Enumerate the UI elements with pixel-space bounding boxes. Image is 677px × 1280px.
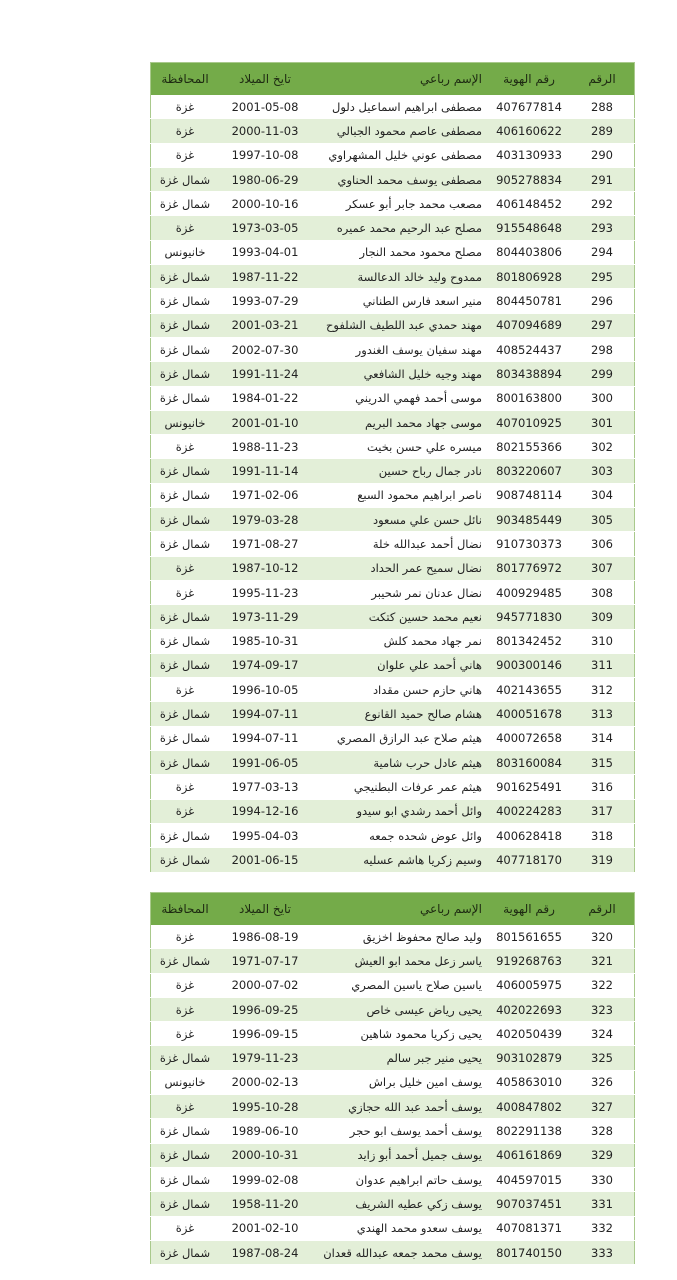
cell-governorate: غزة <box>151 775 220 799</box>
table-row <box>151 313 635 337</box>
table-row <box>151 1240 635 1264</box>
cell-governorate: خانيونس <box>151 410 220 434</box>
table-row <box>151 580 635 604</box>
cell-id: 405863010 <box>488 1070 570 1094</box>
cell-number: 329 <box>570 1143 635 1167</box>
cell-name: نمر جهاد محمد كلش <box>311 629 488 653</box>
cell-name: مهند سفيان يوسف الغندور <box>311 337 488 361</box>
cell-id: 801776972 <box>488 556 570 580</box>
table-row <box>151 629 635 653</box>
cell-name: نعيم محمد حسين كتكت <box>311 605 488 629</box>
cell-governorate: شمال غزة <box>151 653 220 677</box>
cell-id: 901625491 <box>488 775 570 799</box>
cell-name: مصطفى ابراهيم اسماعيل دلول <box>311 95 488 119</box>
cell-governorate: شمال غزة <box>151 386 220 410</box>
cell-governorate: غزة <box>151 95 220 119</box>
cell-number: 325 <box>570 1046 635 1070</box>
cell-name: نائل حسن علي مسعود <box>311 508 488 532</box>
cell-dob: 2002-07-30 <box>219 337 311 361</box>
cell-name: نضال عدنان نمر شحيبر <box>311 580 488 604</box>
cell-number: 307 <box>570 556 635 580</box>
cell-id: 407677814 <box>488 95 570 119</box>
cell-number: 297 <box>570 313 635 337</box>
cell-number: 310 <box>570 629 635 653</box>
cell-number: 299 <box>570 362 635 386</box>
header-number: الرقم <box>570 63 635 96</box>
cell-name: مصطفى عاصم محمود الجبالي <box>311 119 488 143</box>
cell-dob: 1989-06-10 <box>219 1119 311 1143</box>
cell-number: 305 <box>570 508 635 532</box>
cell-number: 312 <box>570 678 635 702</box>
cell-governorate: شمال غزة <box>151 508 220 532</box>
cell-dob: 1988-11-23 <box>219 435 311 459</box>
table-row <box>151 265 635 289</box>
cell-name: يحيى زكريا محمود شاهين <box>311 1022 488 1046</box>
cell-governorate: شمال غزة <box>151 1192 220 1216</box>
cell-id: 407081371 <box>488 1216 570 1240</box>
cell-number: 314 <box>570 726 635 750</box>
cell-number: 300 <box>570 386 635 410</box>
cell-name: مصلح محمود محمد النجار <box>311 240 488 264</box>
cell-governorate: شمال غزة <box>151 848 220 872</box>
cell-dob: 1999-02-08 <box>219 1167 311 1191</box>
cell-name: موسى أحمد فهمي الدريني <box>311 386 488 410</box>
cell-governorate: شمال غزة <box>151 1046 220 1070</box>
cell-number: 309 <box>570 605 635 629</box>
cell-name: يوسف محمد جمعه عبدالله قعدان <box>311 1240 488 1264</box>
cell-dob: 1994-07-11 <box>219 726 311 750</box>
cell-number: 292 <box>570 192 635 216</box>
table-row <box>151 605 635 629</box>
cell-name: يوسف أحمد عبد الله حجازي <box>311 1095 488 1119</box>
header-governorate: المحافظة <box>151 893 220 926</box>
cell-dob: 2001-03-21 <box>219 313 311 337</box>
cell-id: 407718170 <box>488 848 570 872</box>
cell-id: 407010925 <box>488 410 570 434</box>
cell-number: 333 <box>570 1240 635 1264</box>
table-row <box>151 1022 635 1046</box>
cell-dob: 2001-01-10 <box>219 410 311 434</box>
header-governorate: المحافظة <box>151 63 220 96</box>
cell-name: هاني حازم حسن مقداد <box>311 678 488 702</box>
cell-governorate: غزة <box>151 556 220 580</box>
cell-number: 294 <box>570 240 635 264</box>
cell-dob: 1996-10-05 <box>219 678 311 702</box>
table-row <box>151 1192 635 1216</box>
cell-name: يوسف حاتم ابراهيم عدوان <box>311 1167 488 1191</box>
table-row <box>151 289 635 313</box>
cell-name: ممدوح وليد خالد الدعالسة <box>311 265 488 289</box>
cell-id: 403130933 <box>488 143 570 167</box>
header-id: رقم الهوية <box>488 893 570 926</box>
cell-name: هيثم صلاح عبد الرازق المصري <box>311 726 488 750</box>
cell-dob: 1991-11-24 <box>219 362 311 386</box>
cell-name: هيثم عمر عرفات البطنيجي <box>311 775 488 799</box>
cell-dob: 1987-10-12 <box>219 556 311 580</box>
cell-number: 288 <box>570 95 635 119</box>
table-row <box>151 532 635 556</box>
cell-dob: 1986-08-19 <box>219 925 311 949</box>
cell-dob: 1980-06-29 <box>219 167 311 191</box>
header-name: الإسم رباعي <box>311 893 488 926</box>
cell-id: 801342452 <box>488 629 570 653</box>
cell-name: يوسف جميل أحمد أبو زايد <box>311 1143 488 1167</box>
cell-id: 408524437 <box>488 337 570 361</box>
cell-number: 321 <box>570 949 635 973</box>
cell-dob: 1971-08-27 <box>219 532 311 556</box>
cell-number: 326 <box>570 1070 635 1094</box>
cell-dob: 1996-09-15 <box>219 1022 311 1046</box>
cell-number: 304 <box>570 483 635 507</box>
cell-number: 317 <box>570 799 635 823</box>
header-dob: تايخ الميلاد <box>219 63 311 96</box>
cell-governorate: غزة <box>151 997 220 1021</box>
cell-dob: 1973-03-05 <box>219 216 311 240</box>
cell-name: يوسف أحمد يوسف ابو حجر <box>311 1119 488 1143</box>
cell-governorate: شمال غزة <box>151 1167 220 1191</box>
cell-number: 302 <box>570 435 635 459</box>
cell-number: 328 <box>570 1119 635 1143</box>
table-row <box>151 240 635 264</box>
cell-id: 406160622 <box>488 119 570 143</box>
table-row <box>151 1119 635 1143</box>
table-row <box>151 167 635 191</box>
cell-governorate: شمال غزة <box>151 702 220 726</box>
cell-id: 801561655 <box>488 925 570 949</box>
cell-governorate: شمال غزة <box>151 313 220 337</box>
cell-number: 293 <box>570 216 635 240</box>
cell-dob: 1993-04-01 <box>219 240 311 264</box>
cell-governorate: شمال غزة <box>151 823 220 847</box>
cell-id: 803160084 <box>488 751 570 775</box>
cell-dob: 1995-10-28 <box>219 1095 311 1119</box>
cell-id: 908748114 <box>488 483 570 507</box>
cell-id: 804450781 <box>488 289 570 313</box>
cell-governorate: شمال غزة <box>151 265 220 289</box>
cell-dob: 1994-12-16 <box>219 799 311 823</box>
cell-number: 313 <box>570 702 635 726</box>
cell-dob: 1993-07-29 <box>219 289 311 313</box>
cell-name: مصطفى يوسف محمد الحناوي <box>311 167 488 191</box>
cell-governorate: غزة <box>151 216 220 240</box>
cell-dob: 2001-05-08 <box>219 95 311 119</box>
table-header-row <box>151 893 635 926</box>
records-table-2 <box>150 892 635 1265</box>
cell-dob: 1979-11-23 <box>219 1046 311 1070</box>
cell-governorate: غزة <box>151 1022 220 1046</box>
table-row <box>151 362 635 386</box>
cell-name: وليد صالح محفوظ اخزيق <box>311 925 488 949</box>
cell-name: نضال أحمد عبدالله خلة <box>311 532 488 556</box>
cell-name: موسى جهاد محمد البريم <box>311 410 488 434</box>
table-header-row <box>151 63 635 96</box>
cell-name: مهند حمدي عبد اللطيف الشلفوح <box>311 313 488 337</box>
cell-dob: 1997-10-08 <box>219 143 311 167</box>
cell-number: 331 <box>570 1192 635 1216</box>
cell-number: 303 <box>570 459 635 483</box>
table-row <box>151 799 635 823</box>
cell-number: 295 <box>570 265 635 289</box>
cell-id: 900300146 <box>488 653 570 677</box>
cell-number: 301 <box>570 410 635 434</box>
cell-id: 407094689 <box>488 313 570 337</box>
cell-name: يوسف امين خليل براش <box>311 1070 488 1094</box>
cell-number: 324 <box>570 1022 635 1046</box>
cell-id: 800163800 <box>488 386 570 410</box>
cell-id: 910730373 <box>488 532 570 556</box>
cell-dob: 1987-11-22 <box>219 265 311 289</box>
cell-number: 327 <box>570 1095 635 1119</box>
cell-dob: 1971-07-17 <box>219 949 311 973</box>
cell-governorate: شمال غزة <box>151 192 220 216</box>
table-row <box>151 1216 635 1240</box>
table-row <box>151 459 635 483</box>
cell-governorate: غزة <box>151 143 220 167</box>
cell-id: 907037451 <box>488 1192 570 1216</box>
cell-name: ياسين صلاح ياسين المصري <box>311 973 488 997</box>
cell-governorate: شمال غزة <box>151 751 220 775</box>
cell-name: وائل عوض شحده جمعه <box>311 823 488 847</box>
cell-number: 298 <box>570 337 635 361</box>
cell-id: 802155366 <box>488 435 570 459</box>
cell-dob: 2000-10-31 <box>219 1143 311 1167</box>
cell-id: 804403806 <box>488 240 570 264</box>
cell-name: ميسره علي حسن بخيت <box>311 435 488 459</box>
table-row <box>151 1070 635 1094</box>
table-row <box>151 1095 635 1119</box>
cell-name: يحيى منير جبر سالم <box>311 1046 488 1070</box>
cell-name: يوسف زكي عطيه الشريف <box>311 1192 488 1216</box>
cell-governorate: غزة <box>151 1216 220 1240</box>
cell-governorate: شمال غزة <box>151 337 220 361</box>
cell-name: يحيى رياض عيسى خاص <box>311 997 488 1021</box>
cell-governorate: شمال غزة <box>151 1143 220 1167</box>
cell-id: 801806928 <box>488 265 570 289</box>
cell-dob: 2000-11-03 <box>219 119 311 143</box>
cell-id: 400847802 <box>488 1095 570 1119</box>
cell-governorate: خانيونس <box>151 240 220 264</box>
table-row <box>151 1143 635 1167</box>
cell-governorate: شمال غزة <box>151 605 220 629</box>
table-row <box>151 216 635 240</box>
cell-id: 400929485 <box>488 580 570 604</box>
cell-governorate: غزة <box>151 580 220 604</box>
cell-governorate: شمال غزة <box>151 459 220 483</box>
table-row <box>151 973 635 997</box>
cell-id: 802291138 <box>488 1119 570 1143</box>
cell-id: 905278834 <box>488 167 570 191</box>
table-row <box>151 435 635 459</box>
cell-dob: 1987-08-24 <box>219 1240 311 1264</box>
header-id: رقم الهوية <box>488 63 570 96</box>
table-row <box>151 997 635 1021</box>
cell-name: يوسف سعدو محمد الهندي <box>311 1216 488 1240</box>
cell-governorate: شمال غزة <box>151 483 220 507</box>
cell-id: 406161869 <box>488 1143 570 1167</box>
cell-number: 296 <box>570 289 635 313</box>
cell-number: 316 <box>570 775 635 799</box>
cell-governorate: شمال غزة <box>151 949 220 973</box>
cell-governorate: غزة <box>151 973 220 997</box>
cell-number: 290 <box>570 143 635 167</box>
cell-id: 803220607 <box>488 459 570 483</box>
cell-id: 402143655 <box>488 678 570 702</box>
cell-dob: 1971-02-06 <box>219 483 311 507</box>
cell-governorate: شمال غزة <box>151 1119 220 1143</box>
cell-number: 319 <box>570 848 635 872</box>
cell-number: 318 <box>570 823 635 847</box>
cell-governorate: شمال غزة <box>151 1240 220 1264</box>
cell-governorate: شمال غزة <box>151 726 220 750</box>
cell-dob: 1958-11-20 <box>219 1192 311 1216</box>
cell-name: مهند وجيه خليل الشافعي <box>311 362 488 386</box>
cell-dob: 2000-10-16 <box>219 192 311 216</box>
cell-number: 289 <box>570 119 635 143</box>
cell-name: وسيم زكريا هاشم عسليه <box>311 848 488 872</box>
table-row <box>151 925 635 949</box>
records-table-1 <box>150 62 635 873</box>
cell-dob: 1995-04-03 <box>219 823 311 847</box>
cell-governorate: شمال غزة <box>151 289 220 313</box>
cell-id: 400224283 <box>488 799 570 823</box>
table-row <box>151 1167 635 1191</box>
cell-name: نادر جمال رباح حسين <box>311 459 488 483</box>
cell-dob: 1979-03-28 <box>219 508 311 532</box>
table-row <box>151 1046 635 1070</box>
cell-name: هشام صالح حميد القانوع <box>311 702 488 726</box>
cell-dob: 1995-11-23 <box>219 580 311 604</box>
table-row <box>151 410 635 434</box>
cell-number: 315 <box>570 751 635 775</box>
cell-name: ياسر زعل محمد ابو العيش <box>311 949 488 973</box>
table-row <box>151 143 635 167</box>
cell-dob: 1994-07-11 <box>219 702 311 726</box>
table-row <box>151 556 635 580</box>
cell-id: 903102879 <box>488 1046 570 1070</box>
cell-number: 330 <box>570 1167 635 1191</box>
cell-name: وائل أحمد رشدي ابو سيدو <box>311 799 488 823</box>
cell-name: مصلح عبد الرحيم محمد عميره <box>311 216 488 240</box>
cell-name: هيثم عادل حرب شامية <box>311 751 488 775</box>
cell-dob: 2000-02-13 <box>219 1070 311 1094</box>
header-dob: تايخ الميلاد <box>219 893 311 926</box>
cell-governorate: غزة <box>151 925 220 949</box>
cell-dob: 1996-09-25 <box>219 997 311 1021</box>
cell-governorate: خانيونس <box>151 1070 220 1094</box>
table-row <box>151 848 635 872</box>
cell-dob: 1984-01-22 <box>219 386 311 410</box>
cell-id: 400051678 <box>488 702 570 726</box>
cell-dob: 1977-03-13 <box>219 775 311 799</box>
cell-dob: 1991-11-14 <box>219 459 311 483</box>
cell-number: 291 <box>570 167 635 191</box>
cell-id: 903485449 <box>488 508 570 532</box>
cell-governorate: شمال غزة <box>151 629 220 653</box>
cell-dob: 2001-06-15 <box>219 848 311 872</box>
cell-number: 306 <box>570 532 635 556</box>
cell-id: 803438894 <box>488 362 570 386</box>
table-row <box>151 702 635 726</box>
cell-dob: 2000-07-02 <box>219 973 311 997</box>
table-row <box>151 483 635 507</box>
table-row <box>151 775 635 799</box>
cell-governorate: شمال غزة <box>151 532 220 556</box>
cell-name: هاني أحمد علي علوان <box>311 653 488 677</box>
header-number: الرقم <box>570 893 635 926</box>
cell-id: 406148452 <box>488 192 570 216</box>
header-name: الإسم رباعي <box>311 63 488 96</box>
cell-id: 402050439 <box>488 1022 570 1046</box>
cell-id: 406005975 <box>488 973 570 997</box>
table-row <box>151 751 635 775</box>
cell-number: 332 <box>570 1216 635 1240</box>
cell-id: 945771830 <box>488 605 570 629</box>
cell-dob: 1974-09-17 <box>219 653 311 677</box>
cell-dob: 1991-06-05 <box>219 751 311 775</box>
cell-id: 400628418 <box>488 823 570 847</box>
cell-name: منير اسعد فارس الطناني <box>311 289 488 313</box>
cell-number: 308 <box>570 580 635 604</box>
cell-dob: 2001-02-10 <box>219 1216 311 1240</box>
table-row <box>151 823 635 847</box>
table-row <box>151 949 635 973</box>
cell-number: 311 <box>570 653 635 677</box>
cell-governorate: شمال غزة <box>151 362 220 386</box>
cell-governorate: غزة <box>151 435 220 459</box>
cell-name: ناصر ابراهيم محمود السبع <box>311 483 488 507</box>
cell-id: 915548648 <box>488 216 570 240</box>
cell-governorate: غزة <box>151 119 220 143</box>
table-row <box>151 95 635 119</box>
cell-name: مصطفى عوني خليل المشهراوي <box>311 143 488 167</box>
table-row <box>151 192 635 216</box>
cell-id: 801740150 <box>488 1240 570 1264</box>
cell-governorate: غزة <box>151 799 220 823</box>
table-row <box>151 119 635 143</box>
cell-dob: 1973-11-29 <box>219 605 311 629</box>
cell-number: 323 <box>570 997 635 1021</box>
cell-name: مصعب محمد جابر أبو عسكر <box>311 192 488 216</box>
table-row <box>151 726 635 750</box>
cell-name: نضال سميح عمر الحداد <box>311 556 488 580</box>
table-row <box>151 337 635 361</box>
table-row <box>151 386 635 410</box>
table-row <box>151 653 635 677</box>
table-row <box>151 678 635 702</box>
cell-number: 320 <box>570 925 635 949</box>
cell-id: 919268763 <box>488 949 570 973</box>
cell-governorate: شمال غزة <box>151 167 220 191</box>
cell-id: 400072658 <box>488 726 570 750</box>
cell-governorate: غزة <box>151 678 220 702</box>
cell-id: 402022693 <box>488 997 570 1021</box>
table-row <box>151 508 635 532</box>
cell-dob: 1985-10-31 <box>219 629 311 653</box>
cell-id: 404597015 <box>488 1167 570 1191</box>
cell-governorate: غزة <box>151 1095 220 1119</box>
cell-number: 322 <box>570 973 635 997</box>
